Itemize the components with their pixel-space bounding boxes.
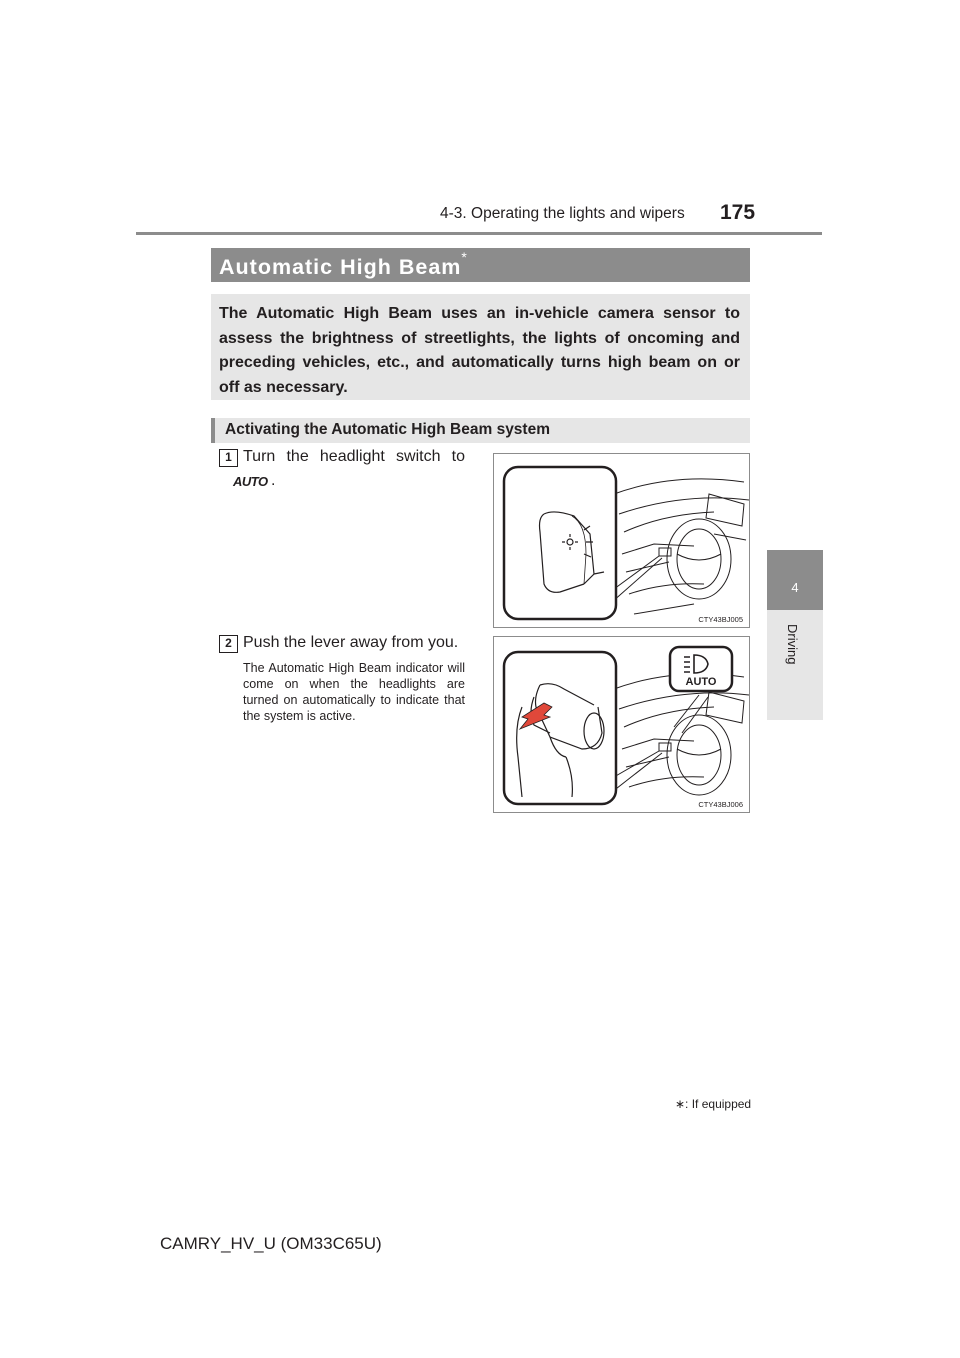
page-title: Automatic High Beam bbox=[219, 255, 462, 280]
step-1-number: 1 bbox=[219, 449, 238, 467]
step-2-number: 2 bbox=[219, 635, 238, 653]
step-2-text: Push the lever away from you. bbox=[243, 634, 459, 651]
figure-1-code: CTY43BJ005 bbox=[698, 615, 743, 624]
intro-text: The Automatic High Beam uses an in-vehicle camera sensor to assess the brightness of streetlights, the lights of oncoming and preceding vehicles, etc., and automatically turns high beam on or off as necessary. bbox=[219, 305, 740, 396]
auto-switch-label: AUTO bbox=[233, 474, 268, 489]
auto-indicator-label: AUTO bbox=[685, 676, 717, 688]
footer-model-code: CAMRY_HV_U (OM33C65U) bbox=[160, 1234, 382, 1253]
push-lever-illustration bbox=[494, 637, 750, 813]
subsection-bar bbox=[211, 418, 750, 443]
chapter-number: 4 bbox=[791, 580, 799, 595]
step-1-text: Turn the headlight switch to bbox=[243, 448, 465, 465]
header-divider bbox=[136, 232, 822, 235]
if-equipped-mark: * bbox=[461, 249, 468, 265]
intro-box bbox=[211, 294, 750, 400]
chapter-label: Driving bbox=[785, 624, 800, 665]
step-2-note: The Automatic High Beam indicator will come on when the headlights are turned on automatically to indicate that the system is active. bbox=[243, 661, 465, 723]
section-title: 4-3. Operating the lights and wipers bbox=[440, 205, 685, 222]
page-title-bar bbox=[211, 248, 750, 282]
chapter-tab-label bbox=[767, 610, 823, 720]
headlight-switch-illustration bbox=[494, 454, 750, 628]
step-1-suffix: . bbox=[271, 472, 276, 489]
figure-push-lever bbox=[493, 636, 750, 813]
page-number: 175 bbox=[720, 201, 756, 224]
auto-switch-icon bbox=[233, 474, 268, 489]
figure-2-code: CTY43BJ006 bbox=[698, 800, 743, 809]
figure-headlight-switch bbox=[493, 453, 750, 628]
chapter-tab-number bbox=[767, 550, 823, 610]
footnote-if-equipped: ∗: If equipped bbox=[675, 1097, 752, 1111]
subsection-title: Activating the Automatic High Beam system bbox=[225, 421, 550, 438]
